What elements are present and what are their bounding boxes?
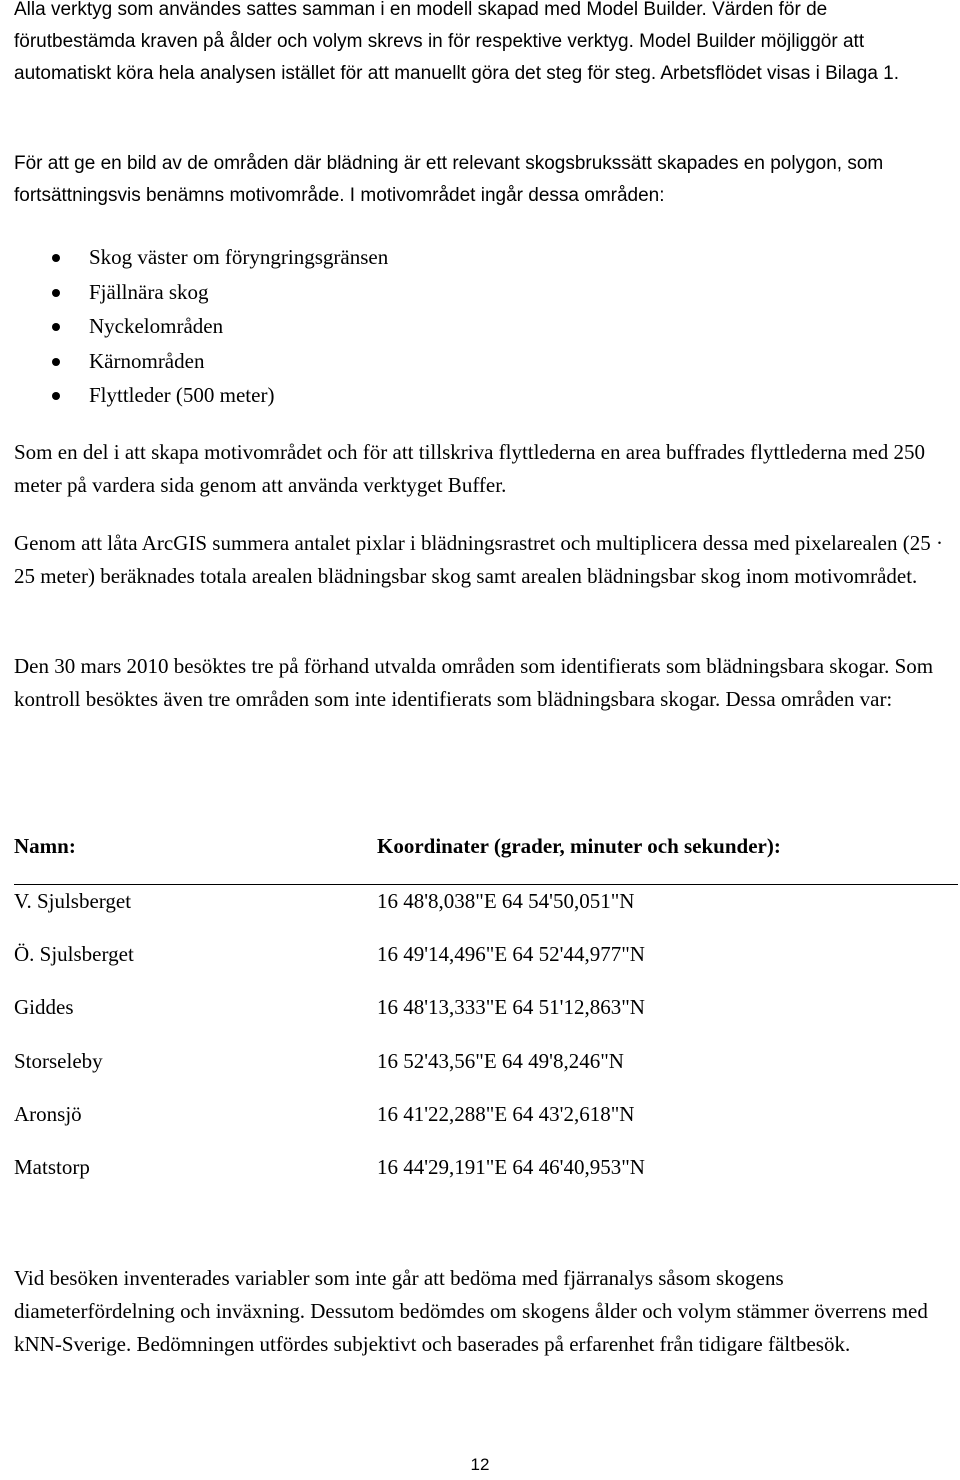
list-item <box>14 344 388 379</box>
paragraph-arcgis: Genom att låta ArcGIS summera antalet pixlar i blädningsrastret och multiplicera dessa med pixelarealen (25 · 25 meter) beräknades totala arealen blädningsbar skog samt arealen blädningsbar skog inom motivområdet. <box>14 531 943 588</box>
paragraph-model-builder: Alla verktyg som användes sattes samman i en modell skapad med Model Builder. Värden för de förutbestämda kraven på ålder och volym skrevs in för respektive verktyg. Model Builder möjliggör att automatiskt köra hela analysen istället för att manuellt göra det steg för steg. Arbetsflödet visas i Bilaga 1. <box>14 0 900 84</box>
bullet-icon <box>52 323 60 331</box>
list-item <box>14 309 388 344</box>
list-item <box>14 275 388 310</box>
list-item-text: Kärnområden <box>89 348 205 373</box>
list-item <box>14 240 388 275</box>
site-coordinates: 16 41'22,288"E 64 43'2,618"N <box>377 1102 635 1126</box>
list-item-text: Nyckelområden <box>89 314 224 339</box>
site-name: Giddes <box>14 995 74 1019</box>
site-name: Aronsjö <box>14 1102 82 1126</box>
bullet-icon <box>52 289 60 297</box>
bullet-icon <box>52 392 60 400</box>
site-name: Ö. Sjulsberget <box>14 942 134 966</box>
paragraph-motivomrade: För att ge en bild av de områden där blädning är ett relevant skogsbrukssätt skapades en polygon, som fortsättningsvis benämns motivområde. I motivområdet ingår dessa områden: <box>14 153 884 206</box>
site-coordinates: 16 48'8,038"E 64 54'50,051"N <box>377 889 635 913</box>
bullet-icon <box>52 254 60 262</box>
list-item-text: Fjällnära skog <box>89 279 209 304</box>
site-coordinates: 16 52'43,56"E 64 49'8,246"N <box>377 1049 624 1073</box>
site-coordinates: 16 48'13,333"E 64 51'12,863"N <box>377 995 645 1019</box>
site-coordinates: 16 44'29,191"E 64 46'40,953"N <box>377 1155 645 1179</box>
page-number: 12 <box>470 1455 490 1474</box>
table-header-coordinates: Koordinater (grader, minuter och sekunder): <box>377 834 781 858</box>
site-name: Storseleby <box>14 1049 103 1073</box>
site-name: V. Sjulsberget <box>14 889 132 913</box>
table-header-name: Namn: <box>14 834 76 858</box>
site-coordinates: 16 49'14,496"E 64 52'44,977"N <box>377 942 645 966</box>
site-name: Matstorp <box>14 1155 90 1179</box>
list-item <box>14 378 388 413</box>
bullet-icon <box>52 358 60 366</box>
list-item-text: Flyttleder (500 meter) <box>89 383 275 408</box>
paragraph-inventory: Vid besöken inventerades variabler som inte går att bedöma med fjärranalys såsom skogens diameterfördelning och inväxning. Dessutom bedömdes om skogens ålder och volym stämmer överrens med kNN-Sverige. Bedömningen utfördes subjektivt och baserades på erfarenhet från tidigare fältbesök. <box>14 1266 928 1356</box>
list-item-text: Skog väster om föryngringsgränsen <box>89 245 389 269</box>
paragraph-buffer: Som en del i att skapa motivområdet och för att tillskriva flyttlederna en area buffrades flyttlederna med 250 meter på vardera sida genom att använda verktyget Buffer. <box>14 440 926 497</box>
bullet-list <box>14 240 388 413</box>
paragraph-field-visit: Den 30 mars 2010 besöktes tre på förhand utvalda områden som identifierats som blädningsbara skogar. Som kontroll besöktes även tre områden som inte identifierats som blädningsbara skogar. Dessa områden var: <box>14 654 934 711</box>
